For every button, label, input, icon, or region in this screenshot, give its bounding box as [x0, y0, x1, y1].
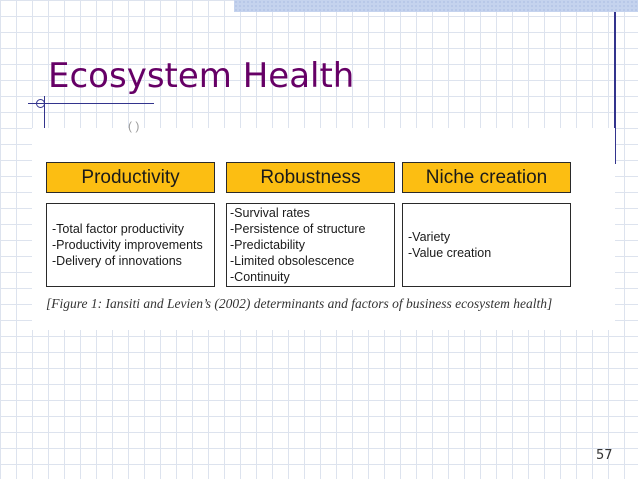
slide-title: Ecosystem Health	[48, 56, 355, 96]
robustness-factor-item: -Persistence of structure	[230, 222, 366, 236]
top-decorative-band	[234, 0, 638, 12]
productivity-factor-item: -Total factor productivity	[52, 222, 184, 236]
niche-creation-factors-box	[402, 203, 571, 287]
robustness-factor-item: -Survival rates	[230, 206, 310, 220]
niche-creation-header: Niche creation	[402, 162, 571, 193]
title-circle-ornament	[36, 99, 45, 108]
page-number: 57	[596, 448, 613, 463]
productivity-factor-item: -Delivery of innovations	[52, 254, 182, 268]
robustness-factor-item: -Limited obsolescence	[230, 254, 355, 268]
niche-creation-factor-item: -Variety	[408, 230, 451, 244]
productivity-header: Productivity	[46, 162, 215, 193]
title-underline	[28, 103, 154, 104]
figure-clipped-text: ( )	[128, 119, 140, 133]
robustness-header: Robustness	[226, 162, 395, 193]
robustness-factors-box	[226, 203, 395, 287]
productivity-factors-box	[46, 203, 215, 287]
figure-caption: [Figure 1: Iansiti and Levien’s (2002) determinants and factors of business ecosystem health]	[46, 296, 553, 311]
robustness-factor-item: -Continuity	[230, 270, 290, 284]
robustness-factor-item: -Predictability	[230, 238, 306, 252]
ecosystem-health-figure	[32, 119, 615, 330]
productivity-factor-item: -Productivity improvements	[52, 238, 203, 252]
niche-creation-factor-item: -Value creation	[408, 246, 492, 260]
